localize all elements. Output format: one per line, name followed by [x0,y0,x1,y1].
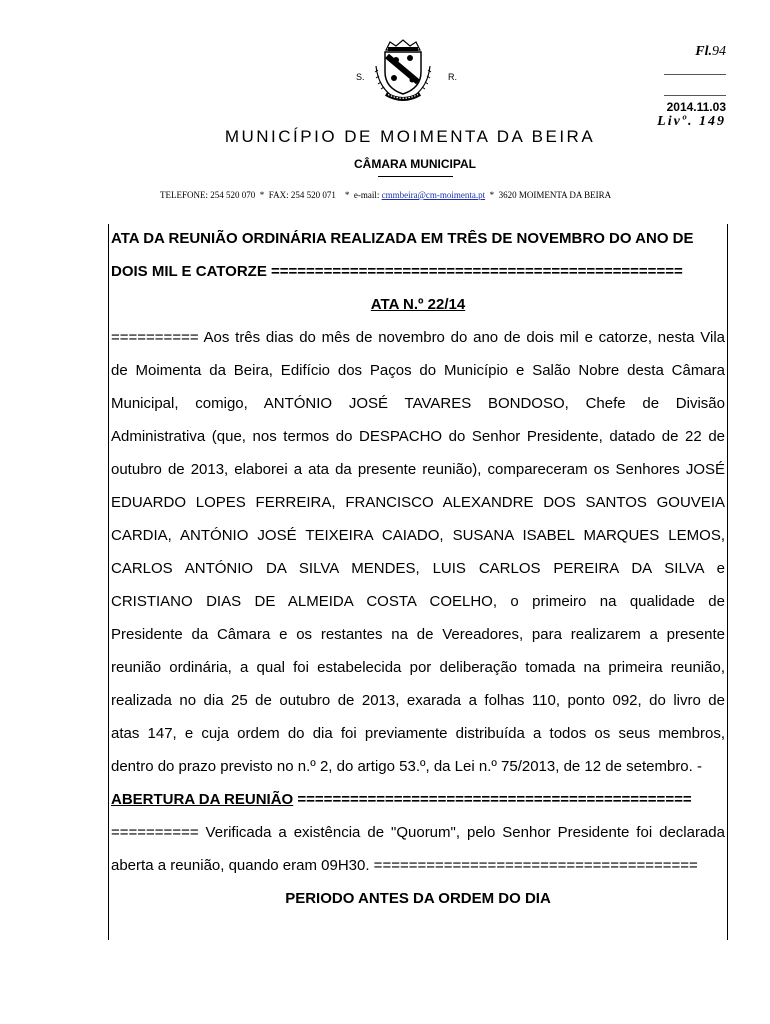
book-number: Livº. 149 [657,114,726,129]
address: 3620 MOIMENTA DA BEIRA [498,190,612,200]
body-line: Presidente da Câmara e os restantes na de Vereadores, para realizarem a presente [111,626,725,643]
document-title-line-1: ATA DA REUNIÃO ORDINÁRIA REALIZADA EM TRÊS DE NOVEMBRO DO ANO DE [111,230,694,247]
seal-right-letter: R. [448,72,457,82]
body-line: Municipal, comigo, ANTÓNIO JOSÉ TAVARES BONDOSO, Chefe de Divisão [111,395,725,412]
document-title-line-2: DOIS MIL E CATORZE =============================================== [111,263,683,280]
opening-heading-fill: ============================================= [297,791,692,808]
body-line: CRISTIANO DIAS DE ALMEIDA COSTA COELHO, o primeiro na qualidade de [111,593,725,610]
body-line: realizada no dia 25 de outubro de 2013, exarada a folhas 110, ponto 092, do livro de [111,692,725,709]
body-line: Administrativa (que, nos termos do DESPACHO do Senhor Presidente, datado de 22 de [111,428,725,445]
body-line: CARDIA, ANTÓNIO JOSÉ TEIXEIRA CAIADO, SUSANA ISABEL MARQUES LEMOS, [111,527,725,544]
opening-line: ========== Verificada a existência de "Quorum", pelo Senhor Presidente foi declarada [111,824,725,841]
body-line: CARLOS ANTÓNIO DA SILVA MENDES, LUIS CARLOS PEREIRA DA SILVA e [111,560,725,577]
meeting-date: 2014.11.03 [666,100,726,114]
minutes-body [108,224,728,940]
seal-left-letter: S. [356,72,365,82]
fax: FAX: 254 520 071 [268,190,336,200]
municipal-seal-icon [368,36,438,106]
body-line: atas 147, e cuja ordem do dia foi previamente distribuída a todos os seus membros, [111,725,725,742]
opening-line: aberta a reunião, quando eram 09H30. ===================================== [111,857,698,874]
folio-value: 94 [712,44,726,59]
folio-label: Fl. [695,44,712,59]
body-line: EDUARDO LOPES FERREIRA, FRANCISCO ALEXANDRE DOS SANTOS GOUVEIA [111,494,725,511]
folio-signature-line [664,95,726,96]
email-link[interactable]: cmmbeira@cm-moimenta.pt [381,190,486,200]
municipality-title: MUNICÍPIO DE MOIMENTA DA BEIRA [224,127,596,146]
ata-number: ATA N.º 22/14 [370,296,466,313]
email-label: e-mail: [353,190,380,200]
contact-line: TELEFONE: 254 520 070 * FAX: 254 520 071 * e-mail: cmmbeira@cm-moimenta.pt * 3620 MOIMENTA DA BEIRA [160,190,612,200]
body-line: ========== Aos três dias do mês de novembro do ano de dois mil e catorze, nesta Vila [111,329,725,346]
opening-heading: ABERTURA DA REUNIÃO [111,791,294,808]
body-line: de Moimenta da Beira, Edifício dos Paços do Município e Salão Nobre desta Câmara [111,362,725,379]
folio-number [636,44,726,60]
body-line: reunião ordinária, a qual foi estabelecida por deliberação tomada na primeira reunião, [111,659,725,676]
body-line: outubro de 2013, elaborei a ata da presente reunião), compareceram os Senhores JOSÉ [111,461,725,478]
opening-heading-line [111,791,725,809]
folio-block [636,44,726,130]
folio-signature-line [664,74,726,75]
chamber-title: CÂMARA MUNICIPAL [354,157,476,171]
chamber-underline [378,176,453,177]
section-heading: PERIODO ANTES DA ORDEM DO DIA [285,890,551,907]
body-line: dentro do prazo previsto no n.º 2, do artigo 53.º, da Lei n.º 75/2013, de 12 de setembro. - [111,758,702,775]
telephone: TELEFONE: 254 520 070 [160,190,256,200]
